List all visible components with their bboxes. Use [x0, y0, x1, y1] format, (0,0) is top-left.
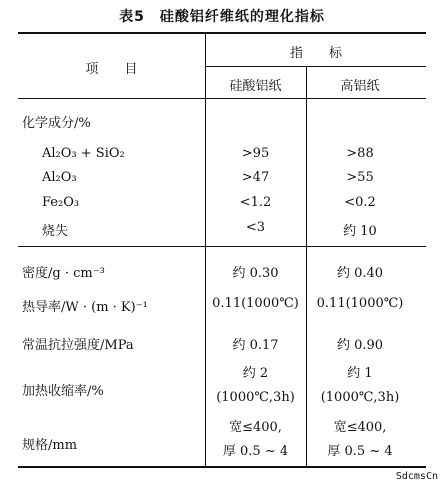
watermark: SdcmsCn [395, 471, 438, 482]
row-value-col1-line1: 约 2 [242, 366, 269, 381]
row-value-col1: 0.11(1000℃) [212, 296, 299, 311]
header-bottom-rule [18, 98, 426, 99]
row-label: 规格/mm [22, 438, 78, 453]
row-label: 烧失 [42, 224, 69, 239]
header-item: 项 目 [85, 62, 138, 77]
header-col1: 硅酸铝纸 [229, 79, 282, 94]
table-bottom-rule [18, 466, 426, 468]
section-divider-rule [18, 246, 426, 247]
row-value-col2-line2: (1000℃,3h) [320, 390, 400, 405]
row-value-col2: <0.2 [344, 195, 376, 210]
row-value-col2: 约 0.40 [336, 266, 384, 281]
row-value-col2: >55 [346, 170, 374, 185]
row-label: Al₂O₃ [42, 170, 77, 185]
row-value-col1-line2: (1000℃,3h) [216, 390, 295, 405]
row-label: 常温抗拉强度/MPa [22, 338, 134, 353]
row-label: 密度/g · cm⁻³ [22, 266, 105, 281]
row-value-col1: >95 [241, 146, 270, 161]
row-value-col1-line2: 厚 0.5 ~ 4 [222, 444, 289, 459]
row-label: 热导率/W · (m · K)⁻¹ [22, 300, 148, 315]
section-chemical-composition: 化学成分/% [22, 116, 91, 131]
header-col2: 高铝纸 [340, 79, 380, 94]
table-top-rule [18, 32, 426, 34]
row-value-col1-line1: 宽≤400, [229, 420, 282, 435]
row-value-col2: 约 0.90 [336, 338, 384, 353]
row-value-col2: 0.11(1000℃) [316, 296, 404, 311]
row-value-col1: >47 [241, 170, 270, 185]
row-value-col1: 约 0.17 [232, 338, 279, 353]
row-label: Al₂O₃ + SiO₂ [42, 146, 125, 161]
row-value-col1: <1.2 [239, 195, 272, 210]
row-label: Fe₂O₃ [42, 195, 80, 210]
row-value-col2: 约 10 [343, 224, 377, 239]
row-value-col2: >88 [346, 146, 374, 161]
header-index: 指 标 [289, 46, 342, 61]
row-value-col1: 约 0.30 [232, 266, 279, 281]
table-title: 表5 硅酸铝纤维纸的理化指标 [119, 9, 325, 25]
row-value-col1: <3 [245, 220, 266, 235]
row-label: 加热收缩率/% [22, 384, 104, 399]
header-sub-rule [206, 66, 426, 67]
row-value-col2-line1: 宽≤400, [333, 420, 387, 435]
row-value-col2-line1: 约 1 [347, 366, 373, 381]
row-value-col2-line2: 厚 0.5 ~ 4 [327, 444, 393, 459]
